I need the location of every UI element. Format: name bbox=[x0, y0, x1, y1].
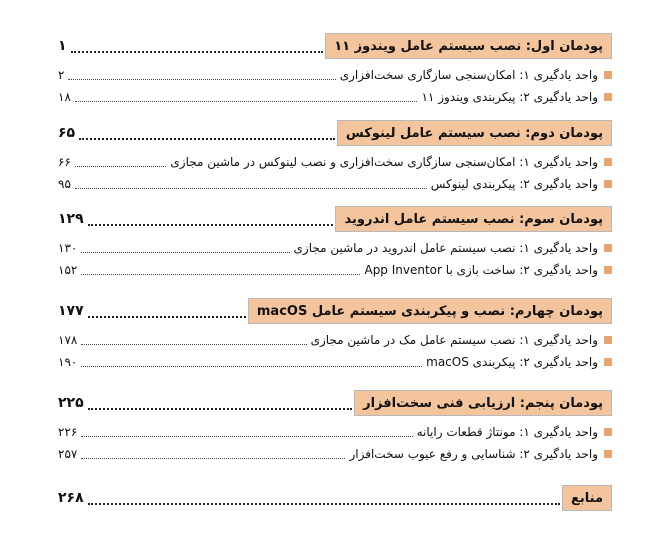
module-page-number: ۱ bbox=[58, 38, 67, 54]
toc-unit-row[interactable] bbox=[58, 238, 612, 258]
unit-page-number: ۱۹۰ bbox=[58, 355, 78, 369]
dot-leader bbox=[75, 188, 427, 189]
toc-module-row[interactable] bbox=[58, 120, 612, 146]
dot-leader bbox=[68, 79, 336, 80]
unit-title: واحد یادگیری ۲: پیکربندی ویندوز ۱۱ bbox=[421, 90, 598, 104]
dot-leader bbox=[75, 166, 166, 167]
module-title: پودمان سوم: نصب سیستم عامل اندروید bbox=[335, 206, 612, 232]
unit-title: واحد یادگیری ۲: ساخت بازی با App Inventor bbox=[364, 263, 598, 277]
unit-page-number: ۹۵ bbox=[58, 177, 71, 191]
toc-unit-row[interactable] bbox=[58, 87, 612, 107]
dot-leader bbox=[88, 503, 560, 505]
module-title: پودمان اول: نصب سیستم عامل ویندوز ۱۱ bbox=[325, 33, 612, 59]
module-title: پودمان چهارم: نصب و پیکربندی سیستم عامل macOS bbox=[248, 298, 612, 324]
toc-unit-row[interactable] bbox=[58, 260, 612, 280]
module-title: منابع bbox=[562, 485, 612, 511]
unit-page-number: ۶۶ bbox=[58, 155, 71, 169]
dot-leader bbox=[81, 436, 413, 437]
toc-module-row[interactable] bbox=[58, 485, 612, 511]
unit-page-number: ۱۳۰ bbox=[58, 241, 78, 255]
toc-unit-row[interactable] bbox=[58, 444, 612, 464]
toc-unit-row[interactable] bbox=[58, 65, 612, 85]
dot-leader bbox=[81, 252, 290, 253]
square-bullet-icon bbox=[604, 358, 612, 366]
unit-title: واحد یادگیری ۱: امکان‌سنجی سازگاری سخت‌افزاری و نصب لینوکس در ماشین مجازی bbox=[170, 155, 598, 169]
unit-page-number: ۱۵۲ bbox=[58, 263, 78, 277]
square-bullet-icon bbox=[604, 93, 612, 101]
module-page-number: ۲۲۵ bbox=[58, 395, 84, 411]
toc-module-row[interactable] bbox=[58, 206, 612, 232]
unit-title: واحد یادگیری ۲: شناسایی و رفع عیوب سخت‌افزار bbox=[349, 447, 598, 461]
module-page-number: ۲۶۸ bbox=[58, 490, 84, 506]
dot-leader bbox=[81, 274, 360, 275]
toc-unit-row[interactable] bbox=[58, 174, 612, 194]
module-title: پودمان پنجم: ارزیابی فنی سخت‌افزار bbox=[354, 390, 612, 416]
dot-leader bbox=[75, 101, 417, 102]
unit-title: واحد یادگیری ۱: امکان‌سنجی سازگاری سخت‌افزاری bbox=[339, 68, 598, 82]
unit-title: واحد یادگیری ۲: پیکربندی لینوکس bbox=[430, 177, 598, 191]
dot-leader bbox=[79, 138, 335, 140]
dot-leader bbox=[81, 458, 345, 459]
unit-title: واحد یادگیری ۱: نصب سیستم عامل اندروید در ماشین مجازی bbox=[293, 241, 598, 255]
square-bullet-icon bbox=[604, 244, 612, 252]
toc-module-row[interactable] bbox=[58, 33, 612, 59]
square-bullet-icon bbox=[604, 158, 612, 166]
square-bullet-icon bbox=[604, 336, 612, 344]
square-bullet-icon bbox=[604, 266, 612, 274]
module-page-number: ۱۲۹ bbox=[58, 211, 84, 227]
dot-leader bbox=[88, 224, 333, 226]
unit-page-number: ۲۵۷ bbox=[58, 447, 78, 461]
unit-page-number: ۲ bbox=[58, 68, 65, 82]
toc-unit-row[interactable] bbox=[58, 152, 612, 172]
toc-module-row[interactable] bbox=[58, 298, 612, 324]
square-bullet-icon bbox=[604, 428, 612, 436]
unit-page-number: ۱۸ bbox=[58, 90, 71, 104]
dot-leader bbox=[81, 366, 422, 367]
unit-title: واحد یادگیری ۲: پیکربندی macOS bbox=[426, 355, 598, 369]
toc-unit-row[interactable] bbox=[58, 330, 612, 350]
toc-unit-row[interactable] bbox=[58, 422, 612, 442]
unit-title: واحد یادگیری ۱: مونتاژ قطعات رایانه bbox=[416, 425, 598, 439]
unit-page-number: ۱۷۸ bbox=[58, 333, 78, 347]
unit-page-number: ۲۲۶ bbox=[58, 425, 78, 439]
dot-leader bbox=[81, 344, 307, 345]
module-title: پودمان دوم: نصب سیستم عامل لینوکس bbox=[337, 120, 612, 146]
square-bullet-icon bbox=[604, 180, 612, 188]
dot-leader bbox=[71, 51, 323, 53]
module-page-number: ۶۵ bbox=[58, 125, 76, 141]
dot-leader bbox=[88, 408, 352, 410]
toc-module-row[interactable] bbox=[58, 390, 612, 416]
toc-unit-row[interactable] bbox=[58, 352, 612, 372]
module-page-number: ۱۷۷ bbox=[58, 303, 84, 319]
dot-leader bbox=[88, 316, 246, 318]
square-bullet-icon bbox=[604, 71, 612, 79]
square-bullet-icon bbox=[604, 450, 612, 458]
unit-title: واحد یادگیری ۱: نصب سیستم عامل مک در ماشین مجازی bbox=[310, 333, 598, 347]
